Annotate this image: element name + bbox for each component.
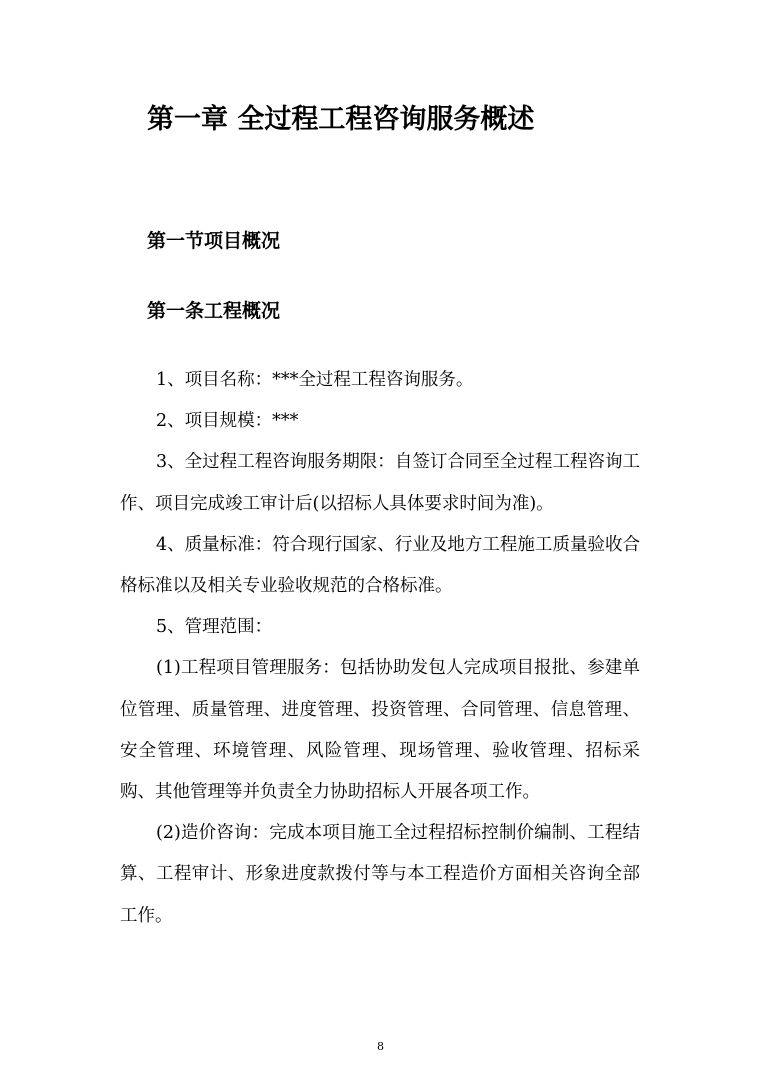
section-title: 第一节项目概况 xyxy=(147,230,281,252)
page-number: 8 xyxy=(377,1040,384,1053)
body-text xyxy=(120,360,640,937)
chapter-title: 第一章 全过程工程咨询服务概述 xyxy=(147,104,535,135)
paragraph-project-management: (1)工程项目管理服务：包括协助发包人完成项目报批、参建单位管理、质量管理、进度管理、投资管理、合同管理、信息管理、安全管理、环境管理、风险管理、现场管理、验收管理、招标采购、其他管理等并负责全力协助招标人开展各项工作。 xyxy=(120,658,640,803)
paragraph-management-scope: 5、管理范围： xyxy=(156,617,273,638)
paragraph-quality-standard: 4、质量标准：符合现行国家、行业及地方工程施工质量验收合格标准以及相关专业验收规范的合格标准。 xyxy=(120,534,640,597)
paragraph-cost-consulting: (2)造价咨询：完成本项目施工全过程招标控制价编制、工程结算、工程审计、形象进度款拨付等与本工程造价方面相关咨询全部工作。 xyxy=(120,823,640,926)
article-title: 第一条工程概况 xyxy=(147,300,281,322)
paragraph-service-period: 3、全过程工程咨询服务期限：自签订合同至全过程工程咨询工作、项目完成竣工审计后(以招标人具体要求时间为准)。 xyxy=(120,452,640,514)
paragraph-project-name: 1、项目名称：***全过程工程咨询服务。 xyxy=(156,370,474,390)
paragraph-project-scale: 2、项目规模：*** xyxy=(156,411,299,432)
